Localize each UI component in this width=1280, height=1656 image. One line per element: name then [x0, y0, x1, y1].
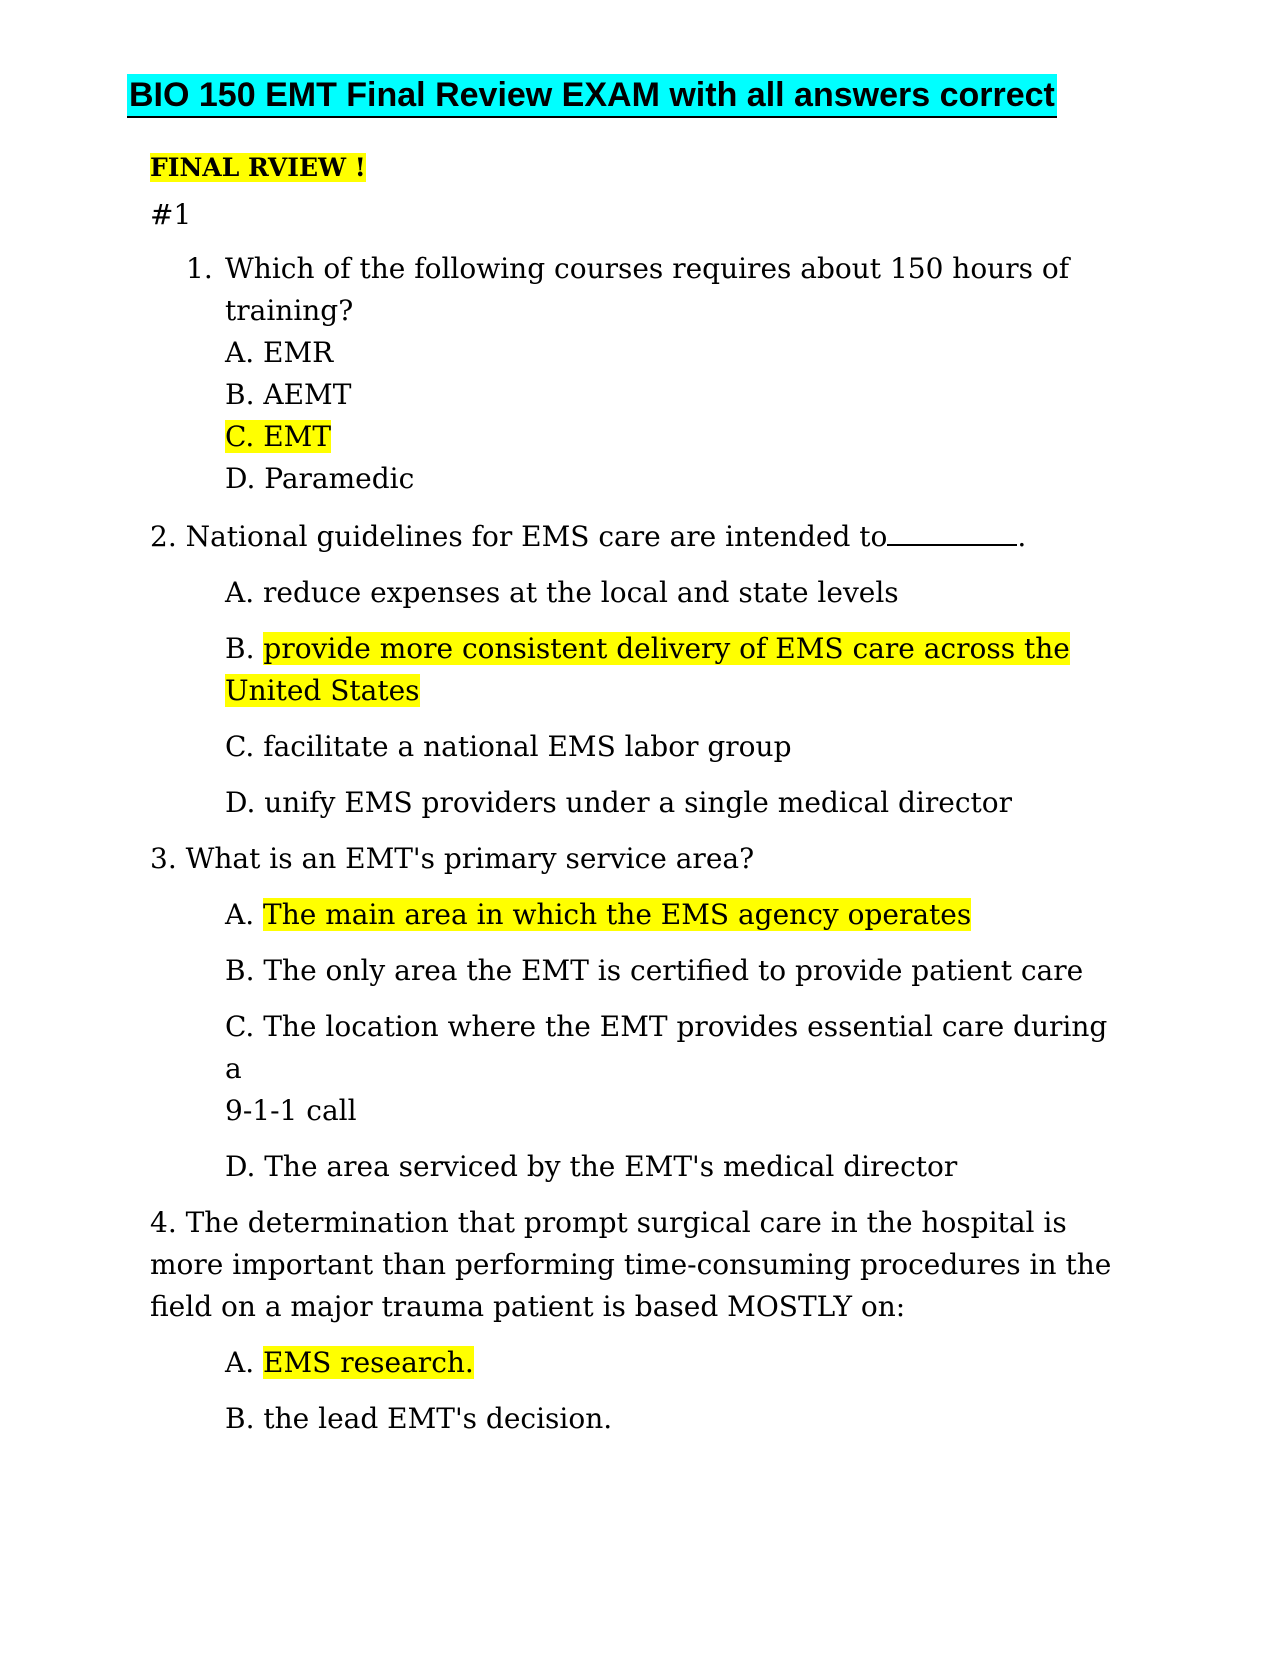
option-prefix: B. [225, 632, 264, 665]
option-text: B. AEMT [225, 378, 352, 411]
option-prefix: A. [225, 1346, 264, 1379]
question-1 [150, 248, 1130, 500]
question-3-option-a [225, 894, 1130, 936]
question-3-option-d: D. The area serviced by the EMT's medical director [225, 1150, 958, 1183]
question-2-option-d: D. unify EMS providers under a single medical director [225, 786, 1013, 819]
document-body [150, 148, 1130, 1454]
question-2-option-b [225, 628, 1130, 712]
fill-in-blank [887, 514, 1017, 546]
question-2 [150, 514, 1130, 558]
title-wrap [127, 74, 1057, 118]
correct-answer-highlight: C. EMT [225, 420, 332, 453]
question-3-option-c [225, 1006, 1130, 1132]
number-label: #1 [150, 198, 192, 231]
option-text: D. Paramedic [225, 462, 415, 495]
question-2-option-c: C. facilitate a national EMS labor group [225, 730, 792, 763]
question-1-option-b [225, 374, 1130, 416]
section-label [150, 148, 1130, 188]
question-1-option-c-answer [225, 416, 1130, 458]
question-2-text-end: . [1017, 520, 1027, 553]
question-4-option-b: B. the lead EMT's decision. [225, 1402, 613, 1435]
question-4 [150, 1202, 1130, 1328]
question-4-line3: field on a major trauma patient is based MOSTLY on: [150, 1290, 906, 1323]
question-4-line1: 4. The determination that prompt surgical care in the hospital is [150, 1206, 1067, 1239]
question-1-text-line2: training? [225, 294, 354, 327]
option-line1: C. The location where the EMT provides essential care during a [225, 1010, 1108, 1085]
question-3: 3. What is an EMT's primary service area? [150, 842, 755, 875]
question-4-option-a [225, 1342, 1130, 1384]
document-title: BIO 150 EMT Final Review EXAM with all answers correct [127, 74, 1057, 118]
question-1-text-line1: Which of the following courses requires about 150 hours of [225, 252, 1070, 285]
question-1-option-a [225, 332, 1130, 374]
option-prefix: A. [225, 898, 264, 931]
question-2-option-a: A. reduce expenses at the local and state levels [225, 576, 899, 609]
option-text: A. EMR [225, 336, 334, 369]
question-1-number: 1. [186, 252, 213, 285]
option-line2: 9-1-1 call [225, 1094, 357, 1127]
section-label-text: FINAL RVIEW ! [150, 153, 366, 182]
question-3-option-b: B. The only area the EMT is certified to provide patient care [225, 954, 1084, 987]
correct-answer-highlight-line2: United States [225, 674, 420, 707]
correct-answer-highlight: EMS research. [263, 1346, 474, 1379]
question-2-text: 2. National guidelines for EMS care are intended to [150, 520, 888, 553]
question-1-option-d [225, 458, 1130, 500]
question-4-line2: more important than performing time-consuming procedures in the [150, 1248, 1112, 1281]
correct-answer-highlight: The main area in which the EMS agency operates [263, 898, 972, 931]
correct-answer-highlight: provide more consistent delivery of EMS care across the [263, 632, 1070, 665]
